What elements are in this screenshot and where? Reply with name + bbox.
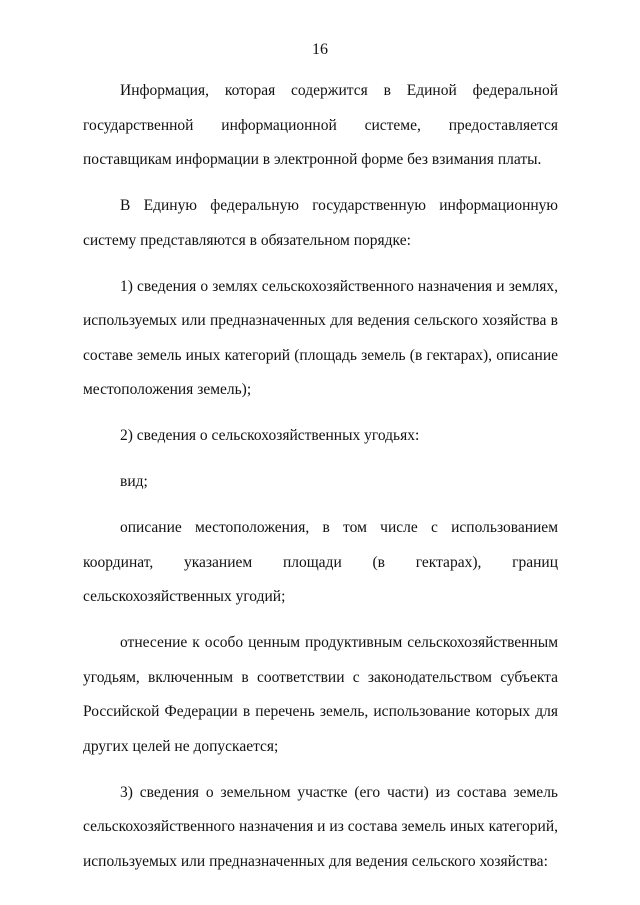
paragraph-item-3-land-plot: 3) сведения о земельном участке (его части) из состава земель сельскохозяйственного назначения и из состава земель иных категорий, используемых или предназначенных для ведения сельского хозяйства: <box>83 783 558 870</box>
paragraph-item-1-agricultural-lands: 1) сведения о землях сельскохозяйственного назначения и землях, используемых или предназначенных для ведения сельского хозяйства в составе земель иных категорий (площадь земель (в гектарах), описание местоположения земель); <box>83 277 558 398</box>
page-number: 16 <box>312 41 328 58</box>
paragraph-info-free-of-charge: Информация, которая содержится в Единой федеральной государственной информационной системе, предоставляется поставщикам информации в электронной форме без взимания платы. <box>83 82 558 168</box>
paragraph-location-description: описание местоположения, в том числе с использованием координат, указанием площади (в гектарах), границ сельскохозяйственных угодий; <box>83 519 558 605</box>
paragraph-type: вид; <box>120 473 148 490</box>
paragraph-mandatory-submission: В Единую федеральную государственную информационную систему представляются в обязательном порядке: <box>83 197 558 249</box>
body-text <box>83 74 558 891</box>
paragraph-item-2-agricultural-areas: 2) сведения о сельскохозяйственных угодьях: <box>120 427 420 444</box>
paragraph-valuable-lands: отнесение к особо ценным продуктивным сельскохозяйственным угодьям, включенным в соответствии с законодательством субъекта Российской Федерации в перечень земель, использование которых для других целей не допускается; <box>83 634 558 755</box>
